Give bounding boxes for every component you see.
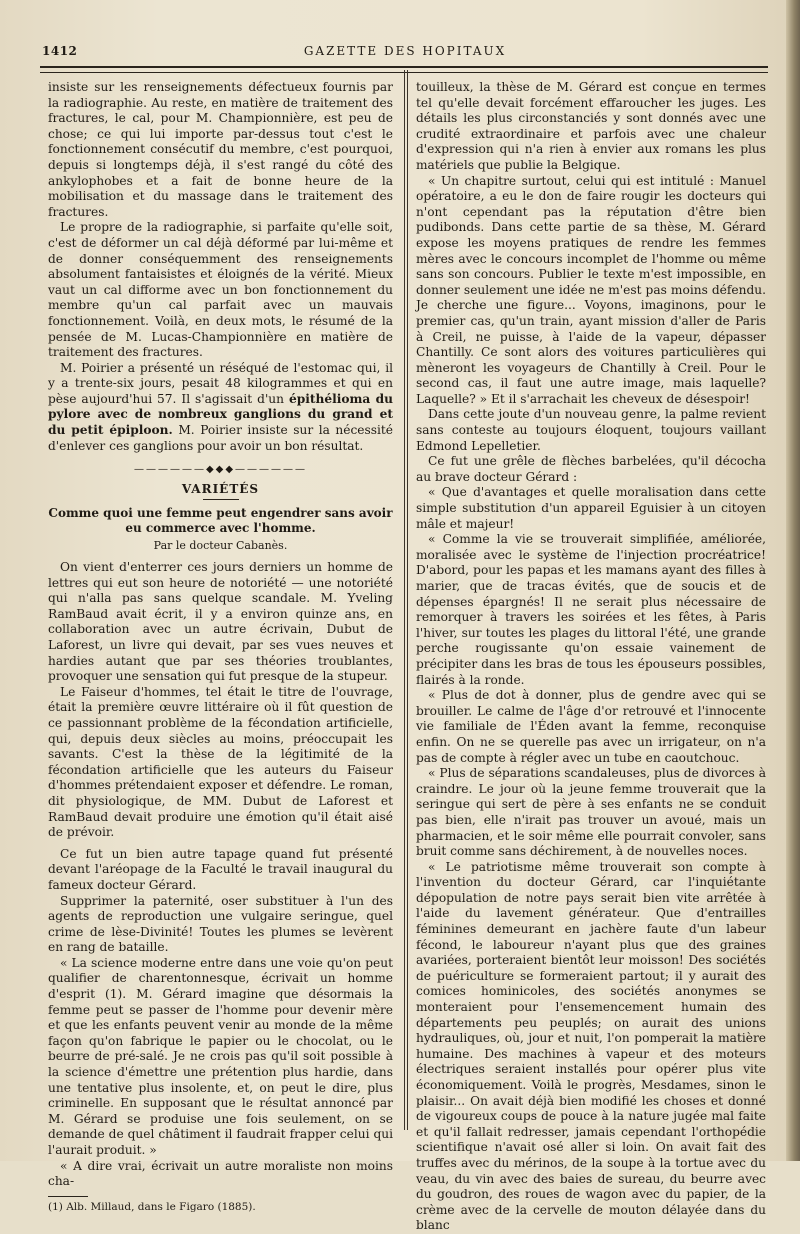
paragraph: Ce fut une grêle de flèches barbelées, qu'il décocha au brave docteur Gérard : xyxy=(416,454,766,484)
page-number: 1412 xyxy=(42,44,78,58)
article-title: Comme quoi une femme peut engendrer sans avoir eu commerce avec l'homme. xyxy=(48,506,393,536)
paragraph: « Que d'avantages et quelle moralisation dans cette simple substitution d'un appareil Eguisier à un citoyen mâle et majeur! xyxy=(416,485,766,531)
paragraph: M. Poirier a présenté un réséqué de l'estomac qui, il y a trente-six jours, pesait 48 kilogrammes et qui en pèse aujourd'hui 57. Il s'agissait d'un épithélioma du pylore avec de nombreux ganglions du grand et du petit épiploon. M. Poirier insiste sur la nécessité d'enlever ces ganglions pour avoir un bon résultat. xyxy=(48,360,394,453)
paragraph: Le propre de la radiographie, si parfaite qu'elle soit, c'est de déformer un cal déjà déformé par lui-même et de donner conséquemment des renseignements absolument fantaisistes et éloignés de la vérité. Mieux vaut un cal difforme avec un bon fonctionnement du membre qu'un cal parfait avec un mauvais fonctionnement. Voilà, en deux mots, le résumé de la pensée de M. Lucas-Championnière en matière de traitement des fractures. xyxy=(48,220,393,360)
column-divider-thin xyxy=(407,70,408,1130)
paragraph: On vient d'enterrer ces jours derniers un homme de lettres qui eut son heure de notoriété — une notoriété qui n'alla pas sans quelque scandale. M. Yveling RamBaud avait écrit, il y a environ quinze ans, en collaboration avec un autre écrivain, Dubut de Laforest, un livre qui devait, par ses vues neuves et hardies autant que par ses théories troublantes, provoquer une sensation qui fut presque de la stupeur. xyxy=(48,560,393,684)
paragraph: « Un chapitre surtout, celui qui est intitulé : Manuel opératoire, a eu le don de faire rougir les docteurs qui n'ont cependant pas la réputation d'être bien pudibonds. Dans cette partie de sa thèse, M. Gérard expose les moyens pratiques de rendre les femmes mères avec le concours incomplet de l'homme ou même sans son concours. Publier le texte m'est impossible, en donner seulement une idée ne m'est pas moins défendu. Je cherche une figure... Voyons, imaginons, pour le premier cas, qu'un train, ayant mission d'aller de Paris à Creil, ne puisse, à l'aide de la vapeur, dépasser Chantilly. Ce sont alors des voitures particulières qui mèneront les voyageurs de Chantilly à Creil. Pour le second cas, il faut une autre image, mais laquelle? Laquelle? » Et il s'arrachait les cheveux de désespoir! xyxy=(416,173,766,406)
paragraph: « La science moderne entre dans une voie qu'on peut qualifier de charentonnesque, écrivait un homme d'esprit (1). M. Gérard imagine que désormais la femme peut se passer de l'homme pour devenir mère et que les enfants peuvent venir au monde de la même façon qu'on fabrique le papier ou le chocolat, ou le beurre de pré-salé. Je ne crois pas qu'il soit possible à la science d'émettre une prétention plus hardie, dans une tentative plus insolente, et, on peut le dire, plus criminelle. En supposant que le résultat annoncé par M. Gérard se produise une fois seulement, on se demande de quel châtiment il faudrait frapper celui qui l'aurait produit. » xyxy=(48,955,393,1157)
footnote: (1) Alb. Millaud, dans le Figaro (1885). xyxy=(48,1200,256,1213)
paragraph: « Le patriotisme même trouverait son compte à l'invention du docteur Gérard, car l'inquiétante dépopulation de notre pays serait bien vite arrêtée à l'aide du lavement générateur. Que d'entrailles féminines demeurant en jachère faute d'un labeur fécond, le laboureur n'ayant plus que des graines avariées, porteraient bientôt leur moisson! Des sociétés de puériculture se formeraient partout; il y aurait des comices hominicoles, des sociétés anonymes se monteraient pour l'ensemencement humain des départements peu peuplés; on aurait des unions hydrauliques, où, jour et nuit, l'on pomperait la matière humaine. Des machines à vapeur et des moteurs électriques seraient installés pour opérer plus vite économiquement. Voilà le progrès, Mesdames, sinon le plaisir... On avait déjà bien modifié les choses et donné de vigoureux coups de pouce à la nature jugée mal faite et qu'il fallait redresser, jamais cependant l'orthopédie scientifique n'avait osé aller si loin. On avait fait des truffes avec du mérinos, de la soupe à la tortue avec du veau, du vin avec des baies de sureau, du beurre avec du goudron, des roues de wagon avec du papier, de la crème avec de la cervelle de mouton délayée dans du blanc xyxy=(416,859,766,1233)
footnote-rule xyxy=(48,1196,88,1197)
section-rule xyxy=(203,499,239,500)
paragraph: « A dire vrai, écrivait un autre moraliste non moins cha- xyxy=(48,1158,393,1189)
header-rule xyxy=(40,66,768,68)
paragraph: Ce fut un bien autre tapage quand fut présenté devant l'aréopage de la Faculté le travail inaugural du fameux docteur Gérard. xyxy=(48,846,393,892)
paragraph: Le Faiseur d'hommes, tel était le titre de l'ouvrage, était la première œuvre littéraire où il fût question de ce passionnant problème de la fécondation artificielle, qui, depuis deux siècles au moins, préoccupait les savants. C'est la thèse de la légitimité de la fécondation artificielle que les auteurs du Faiseur d'hommes prétendaient exposer et défendre. Le roman, dit physiologique, de MM. Dubut de Laforest et RamBaud devait produire une émotion qu'il était aisé de prévoir. xyxy=(48,684,393,840)
paragraph: insiste sur les renseignements défectueux fournis par la radiographie. Au reste, en matière de traitement des fractures, le cal, pour M. Championnière, est peu de chose; ce qui lui importe par-dessus tout c'est le fonctionnement consécutif du membre, c'est pourquoi, depuis si longtemps déjà, il s'est rangé du côté des ankylophobes et a fait de bonne heure de la mobilisation et du massage dans le traitement des fractures. xyxy=(48,80,393,219)
right-column xyxy=(416,80,766,1234)
paragraph: Supprimer la paternité, oser substituer à l'un des agents de reproduction une vulgaire seringue, quel crime de lèse-Divinité! Toutes les plumes se levèrent en rang de bataille. xyxy=(48,893,393,955)
paragraph: touilleux, la thèse de M. Gérard est conçue en termes tel qu'elle devait forcément effaroucher les juges. Les détails les plus circonstanciés y sont donnés avec une crudité extraordinaire et parfois avec une chaleur d'expression qui n'a rien à envier aux romans les plus matériels que publie la Belgique. xyxy=(416,80,766,172)
column-divider xyxy=(404,70,405,1130)
paragraph: « Comme la vie se trouverait simplifiée, améliorée, moralisée avec le système de l'injection procréatrice! D'abord, pour les papas et les mamans ayant des filles à marier, que de tracas évités, que de soucis et de dépenses épargnés! Il ne serait plus nécessaire de remorquer à travers les soirées et les fêtes, à Paris l'hiver, sur toutes les plages du littoral l'été, une grande perche rougissante qu'on essaie vainement de précipiter dans les bras de tous les épouseurs possibles, flairés à la ronde. xyxy=(416,532,766,687)
journal-title: GAZETTE DES HOPITAUX xyxy=(303,44,507,58)
paragraph: « Plus de dot à donner, plus de gendre avec qui se brouiller. Le calme de l'âge d'or retrouvé et l'innocente vie familiale de l'Éden avant la femme, reconquise enfin. On ne se querelle pas avec un irrigateur, on n'a pas de compte à régler avec un tube en caoutchouc. xyxy=(416,688,766,765)
paragraph: Dans cette joute d'un nouveau genre, la palme revient sans conteste au toujours éloquent, toujours vaillant Edmond Lepelletier. xyxy=(416,407,766,453)
bold-diagnosis: épithélioma du pylore avec de nombreux ganglions du grand et du petit épiploon. xyxy=(48,391,393,438)
paragraph: « Plus de séparations scandaleuses, plus de divorces à craindre. Le jour où la jeune femme trouverait que la seringue qui sert de père à ses enfants ne se conduit pas bien, elle n'irait pas trouver un avoué, mais un pharmacien, et le soir même elle pourrait convoler, sans bruit comme sans déchirement, à de nouvelles noces. xyxy=(416,766,766,859)
left-column xyxy=(48,80,393,1214)
section-ornament: ——————◆◆◆—————— xyxy=(133,464,308,476)
byline: Par le docteur Cabanès. xyxy=(153,539,288,553)
page-edge xyxy=(786,0,800,1161)
section-title: VARIÉTÉS xyxy=(181,481,260,496)
page-header xyxy=(40,40,770,66)
